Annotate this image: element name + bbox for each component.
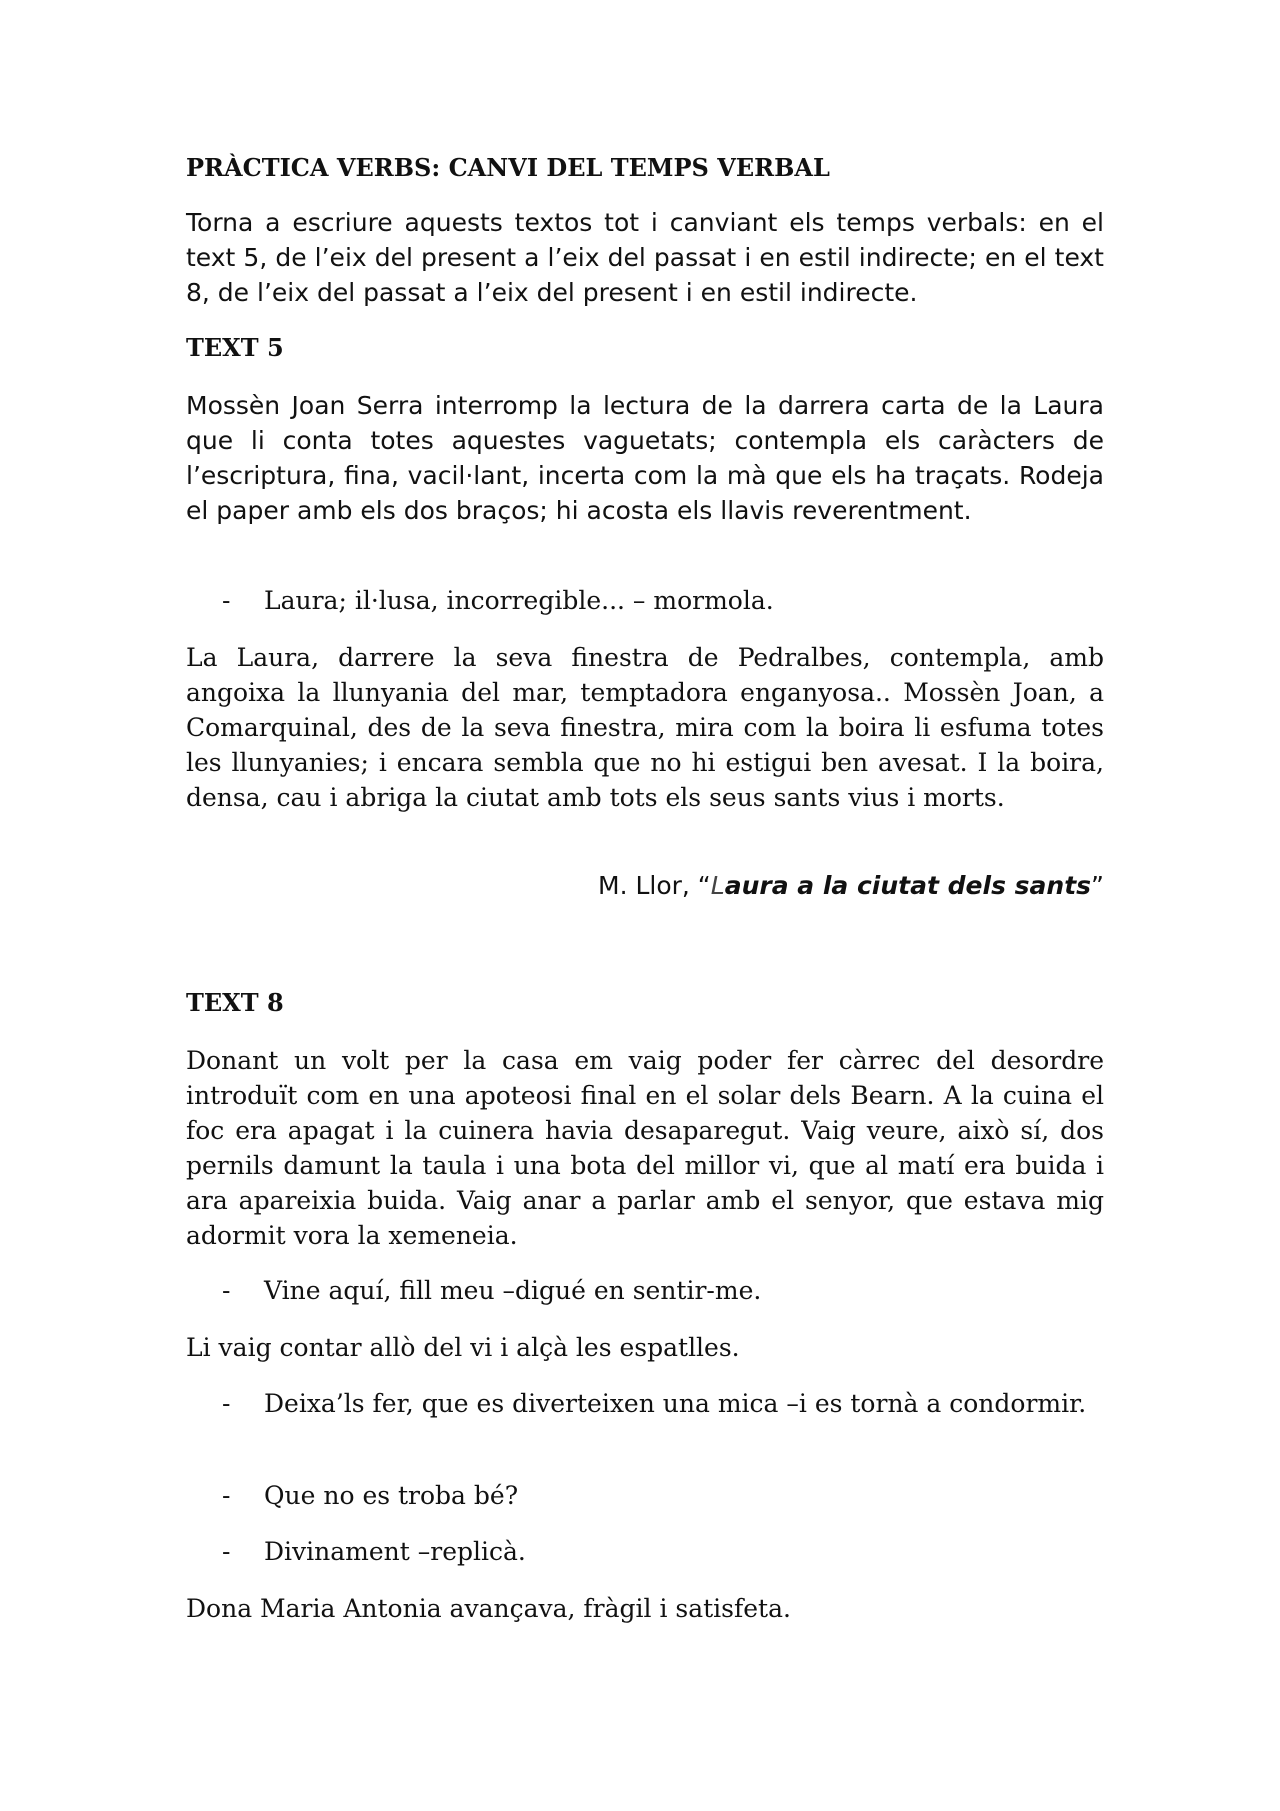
citation-work-first-letter: L: [710, 871, 725, 900]
dialogue-text: Que no es troba bé?: [264, 1481, 519, 1510]
page-title: PRÀCTICA VERBS: CANVI DEL TEMPS VERBAL: [186, 153, 830, 182]
dialogue-dash: -: [222, 1537, 231, 1566]
dialogue-dash: -: [222, 1276, 231, 1305]
dialogue-text: Deixa’ls fer, que es diverteixen una mica –i es tornà a condormir.: [264, 1389, 1087, 1418]
text5-dialogue-1: [186, 583, 1104, 618]
text5-paragraph-2: La Laura, darrere la seva finestra de Pedralbes, contempla, amb angoixa la llunyania del mar, temptadora enganyosa.. Mossèn Joan, a Comarquinal, des de la seva finestra, mira com la boira li esfuma totes les llunyanies; i encara sembla que no hi estigui ben avesat. I la boira, densa, cau i abriga la ciutat amb tots els seus sants vius i morts.: [186, 643, 1104, 812]
text8-heading: TEXT 8: [186, 988, 284, 1017]
text5-citation: [186, 868, 1104, 904]
citation-author: M. Llor, “: [598, 871, 711, 900]
text5-heading: TEXT 5: [186, 333, 284, 362]
text8-dialogue-1: [186, 1273, 1104, 1308]
dialogue-dash: -: [222, 586, 231, 615]
text8-dialogue-3: [186, 1478, 1104, 1513]
text8-paragraph-3: Dona Maria Antonia avançava, fràgil i satisfeta.: [186, 1594, 791, 1623]
instructions-paragraph: Torna a escriure aquests textos tot i canviant els temps verbals: en el text 5, de l’eix del present a l’eix del passat i en estil indirecte; en el text 8, de l’eix del passat a l’eix del present i en estil indirecte.: [186, 208, 1104, 307]
citation-work-title: aura a la ciutat dels sants: [724, 871, 1092, 900]
text8-paragraph-2: Li vaig contar allò del vi i alçà les espatlles.: [186, 1333, 740, 1362]
dialogue-text: Laura; il·lusa, incorregible... – mormola.: [264, 586, 774, 615]
dialogue-text: Divinament –replicà.: [264, 1537, 526, 1566]
dialogue-dash: -: [222, 1389, 231, 1418]
dialogue-dash: -: [222, 1481, 231, 1510]
citation-close-quote: ”: [1091, 871, 1104, 900]
dialogue-text: Vine aquí, fill meu –digué en sentir-me.: [264, 1276, 762, 1305]
text8-paragraph-1: Donant un volt per la casa em vaig poder fer càrrec del desordre introduït com en una apoteosi final en el solar dels Bearn. A la cuina el foc era apagat i la cuinera havia desaparegut. Vaig veure, això sí, dos pernils damunt la taula i una bota del millor vi, que al matí era buida i ara apareixia buida. Vaig anar a parlar amb el senyor, que estava mig adormit vora la xemeneia.: [186, 1046, 1104, 1250]
text8-dialogue-4: [186, 1534, 1104, 1569]
text8-dialogue-2: [186, 1386, 1104, 1421]
text5-paragraph-1: Mossèn Joan Serra interromp la lectura de la darrera carta de la Laura que li conta totes aquestes vaguetats; contempla els caràcters de l’escriptura, fina, vacil·lant, incerta com la mà que els ha traçats. Rodeja el paper amb els dos braços; hi acosta els llavis reverentment.: [186, 391, 1104, 525]
